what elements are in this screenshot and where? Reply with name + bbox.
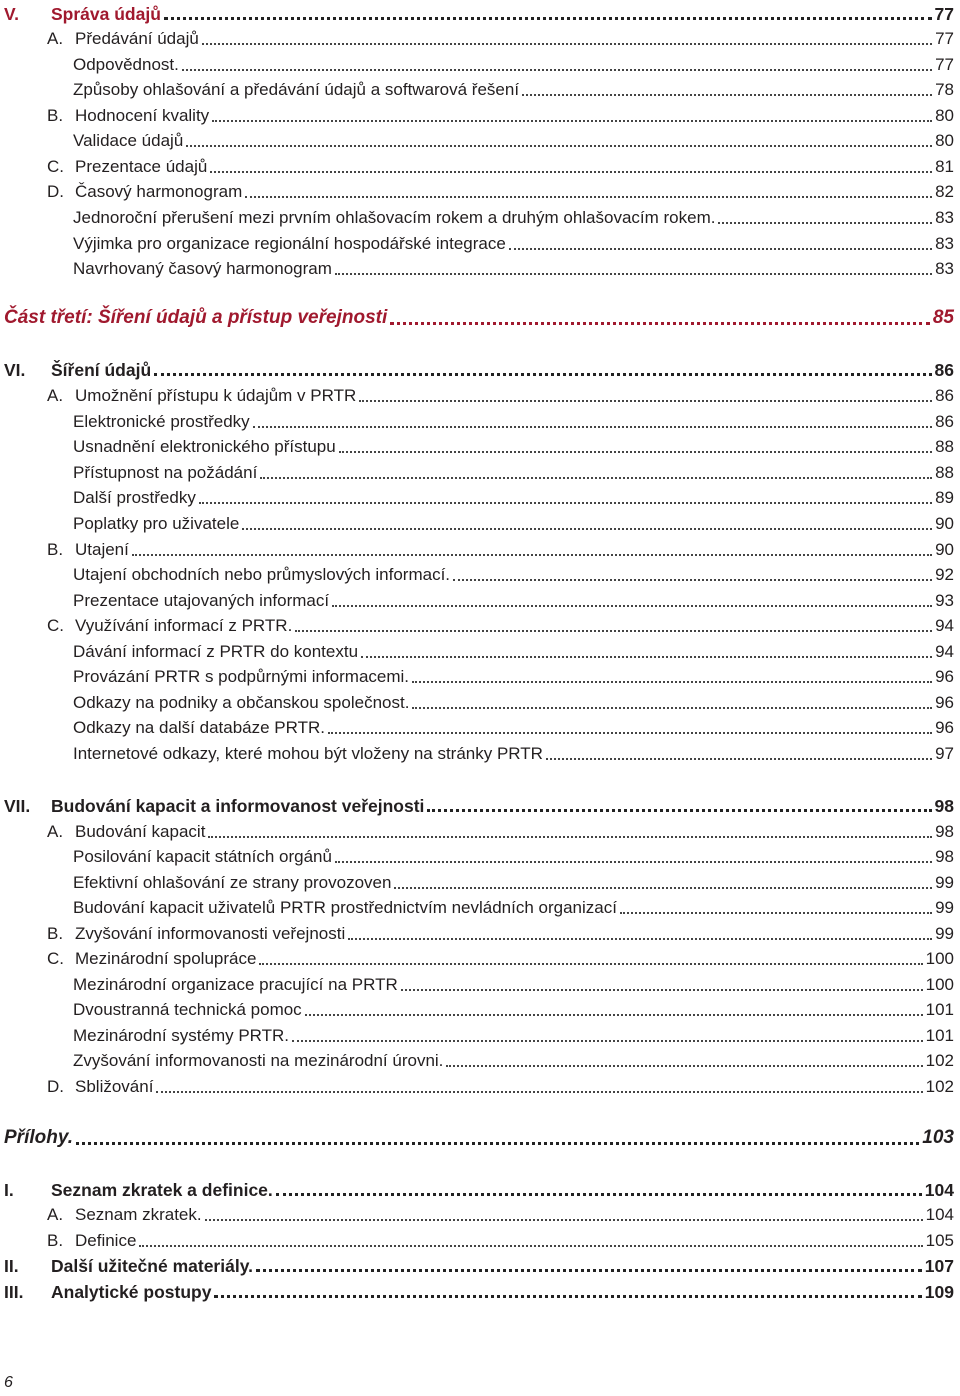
toc-entry-page: 104 <box>924 1180 954 1200</box>
toc-entry-page: 90 <box>935 540 954 559</box>
toc-entry-title: Provázání PRTR s podpůrnými informacemi. <box>73 667 410 686</box>
toc-entry[interactable] <box>0 1024 954 1048</box>
toc-entry[interactable] <box>0 512 954 536</box>
toc-entry[interactable] <box>0 896 954 920</box>
toc-entry-title: Prezentace údajů <box>75 157 208 176</box>
toc-entry-page: 86 <box>934 360 954 380</box>
toc-entry-title: Časový harmonogram <box>75 182 243 201</box>
toc-entry-title: Poplatky pro uživatele <box>73 514 240 533</box>
toc-entry-page: 83 <box>935 259 954 278</box>
toc-entry[interactable] <box>0 410 954 434</box>
dot-leader <box>186 145 932 147</box>
toc-entry[interactable] <box>0 257 954 281</box>
toc-entry-page: 83 <box>935 208 954 227</box>
dot-leader <box>208 836 932 838</box>
toc-entry[interactable] <box>0 1229 954 1253</box>
toc-entry-title: Odkazy na podniky a občanskou společnost. <box>73 693 410 712</box>
toc-entry-title: Mezinárodní spolupráce <box>75 949 257 968</box>
toc-entry-page: 92 <box>935 565 954 584</box>
toc-entry-page: 96 <box>935 667 954 686</box>
toc-entry-page: 102 <box>925 1051 954 1070</box>
toc-entry[interactable] <box>0 1126 954 1150</box>
toc-entry[interactable] <box>0 665 954 689</box>
dot-leader <box>164 17 932 20</box>
toc-entry-title: Sbližování <box>75 1077 154 1096</box>
toc-entry[interactable] <box>0 1178 954 1202</box>
toc-entry-number: D. <box>47 182 64 201</box>
toc-entry[interactable] <box>0 206 954 230</box>
dot-leader <box>332 605 932 607</box>
toc-entry[interactable] <box>0 691 954 715</box>
dot-leader <box>394 887 932 889</box>
dot-leader <box>401 989 923 991</box>
toc-entry-number: A. <box>47 29 64 48</box>
dot-leader <box>214 1295 921 1298</box>
toc-entry-page: 101 <box>925 1000 954 1019</box>
toc-entry[interactable] <box>0 742 954 766</box>
toc-entry-title: Odkazy na další databáze PRTR. <box>73 718 325 737</box>
toc-entry-number: II. <box>4 1256 19 1276</box>
toc-entry[interactable] <box>0 794 954 818</box>
dot-leader <box>245 196 932 198</box>
toc-entry[interactable] <box>0 1049 954 1073</box>
dot-leader <box>390 322 930 325</box>
toc-entry-number: VI. <box>4 360 26 380</box>
toc-entry-page: 103 <box>922 1127 954 1148</box>
toc-entry-page: 98 <box>935 822 954 841</box>
dot-leader <box>620 912 932 914</box>
toc-entry[interactable] <box>0 358 954 382</box>
toc-entry-title: Využívání informací z PRTR. <box>75 616 293 635</box>
toc-entry-title: Definice <box>75 1231 137 1250</box>
toc-entry-page: 107 <box>924 1256 954 1276</box>
toc-entry-title: Dávání informací z PRTR do kontextu <box>73 642 359 661</box>
toc-entry-page: 78 <box>935 80 954 99</box>
dot-leader <box>328 732 932 734</box>
toc-entry[interactable] <box>0 947 954 971</box>
toc-entry-page: 99 <box>935 924 954 943</box>
toc-entry[interactable] <box>0 435 954 459</box>
dot-leader <box>427 809 931 812</box>
toc-entry-title: Správa údajů <box>51 4 161 24</box>
toc-entry-number: V. <box>4 4 19 24</box>
dot-leader <box>76 1142 919 1145</box>
page-number: 6 <box>4 1374 13 1391</box>
toc-entry-page: 99 <box>935 898 954 917</box>
toc-entry-number: I. <box>4 1180 14 1200</box>
toc-entry[interactable] <box>0 461 954 485</box>
toc-entry-page: 99 <box>935 873 954 892</box>
toc-entry-page: 88 <box>935 437 954 456</box>
dot-leader <box>205 1219 923 1221</box>
toc-entry[interactable] <box>0 845 954 869</box>
toc-entry-page: 102 <box>925 1077 954 1096</box>
toc-entry[interactable] <box>0 27 954 51</box>
dot-leader <box>182 69 932 71</box>
toc-entry[interactable] <box>0 563 954 587</box>
dot-leader <box>718 222 932 224</box>
toc-entry-page: 77 <box>935 55 954 74</box>
toc-entry-number: D. <box>47 1077 64 1096</box>
toc-entry[interactable] <box>0 1203 954 1227</box>
toc-entry-title: Odpovědnost. <box>73 55 179 74</box>
dot-leader <box>256 1269 922 1272</box>
toc-entry-number: B. <box>47 1231 64 1250</box>
toc-entry[interactable] <box>0 104 954 128</box>
toc-entry-page: 98 <box>935 847 954 866</box>
toc-entry-page: 89 <box>935 488 954 507</box>
toc-entry-title: Navrhovaný časový harmonogram <box>73 259 332 278</box>
toc-entry-page: 96 <box>935 718 954 737</box>
toc-entry-page: 105 <box>925 1231 954 1250</box>
toc-entry-title: Další prostředky <box>73 488 196 507</box>
toc-entry-page: 98 <box>934 796 954 816</box>
toc-entry-number: B. <box>47 540 64 559</box>
toc-entry-page: 100 <box>925 949 954 968</box>
toc-entry[interactable] <box>0 640 954 664</box>
toc-entry-title: Mezinárodní systémy PRTR. <box>73 1026 290 1045</box>
toc-entry-number: C. <box>47 157 64 176</box>
dot-leader <box>295 630 932 632</box>
toc-entry[interactable] <box>0 922 954 946</box>
toc-entry[interactable] <box>0 716 954 740</box>
toc-entry[interactable] <box>0 78 954 102</box>
toc-entry-title: Efektivní ohlašování ze strany provozoven <box>73 873 392 892</box>
toc-entry-title: Internetové odkazy, které mohou být vloženy na stránky PRTR <box>73 744 543 763</box>
toc-entry[interactable] <box>0 129 954 153</box>
toc-entry[interactable] <box>0 486 954 510</box>
dot-leader <box>242 528 932 530</box>
toc-entry-title: Přílohy. <box>4 1127 73 1148</box>
toc-entry-title: Utajení <box>75 540 129 559</box>
dot-leader <box>522 94 932 96</box>
toc-entry[interactable] <box>0 589 954 613</box>
toc-entry-title: Část třetí: Šíření údajů a přístup veřejnosti <box>4 307 388 328</box>
toc-entry-title: Prezentace utajovaných informací <box>73 591 330 610</box>
toc-entry-page: 88 <box>935 463 954 482</box>
toc-entry[interactable] <box>0 538 954 562</box>
toc-entry-title: Usnadnění elektronického přístupu <box>73 437 336 456</box>
toc-entry-number: A. <box>47 1205 64 1224</box>
toc-entry-title: Posilování kapacit státních orgánů <box>73 847 332 866</box>
dot-leader <box>453 579 932 581</box>
toc-entry[interactable] <box>0 53 954 77</box>
toc-entry-page: 86 <box>935 386 954 405</box>
dot-leader <box>446 1065 922 1067</box>
toc-entry-number: C. <box>47 949 64 968</box>
dot-leader <box>156 1091 922 1093</box>
toc-entry[interactable] <box>0 1280 954 1304</box>
toc-entry[interactable] <box>0 1254 954 1278</box>
toc-entry-title: Elektronické prostředky <box>73 412 250 431</box>
toc-entry-title: Přístupnost na požádání <box>73 463 258 482</box>
toc-entry[interactable] <box>0 155 954 179</box>
toc-entry-page: 80 <box>935 106 954 125</box>
dot-leader <box>154 373 931 376</box>
toc-entry-page: 90 <box>935 514 954 533</box>
dot-leader <box>253 426 932 428</box>
toc-entry-number: B. <box>47 106 64 125</box>
toc-entry[interactable] <box>0 306 954 330</box>
toc-entry-title: Seznam zkratek a definice. <box>51 1180 273 1200</box>
toc-entry-page: 82 <box>935 182 954 201</box>
toc-entry[interactable] <box>0 614 954 638</box>
dot-leader <box>546 758 932 760</box>
dot-leader <box>259 963 922 965</box>
dot-leader <box>292 1040 923 1042</box>
toc-entry-number: A. <box>47 822 64 841</box>
dot-leader <box>412 707 932 709</box>
toc-entry[interactable] <box>0 232 954 256</box>
dot-leader <box>509 248 932 250</box>
dot-leader <box>132 554 932 556</box>
toc-entry-page: 80 <box>935 131 954 150</box>
toc-entry-title: Výjimka pro organizace regionální hospodářské integrace <box>73 234 506 253</box>
toc-entry-title: Zvyšování informovanosti veřejnosti <box>75 924 346 943</box>
toc-entry-number: VII. <box>4 796 31 816</box>
toc-entry[interactable] <box>0 1075 954 1099</box>
toc-entry-page: 97 <box>935 744 954 763</box>
dot-leader <box>361 656 932 658</box>
toc-entry-page: 77 <box>934 4 954 24</box>
toc-entry-title: Umožnění přístupu k údajům v PRTR <box>75 386 357 405</box>
toc-entry-page: 104 <box>925 1205 954 1224</box>
toc-entry-title: Budování kapacit <box>75 822 206 841</box>
dot-leader <box>212 120 932 122</box>
toc-entry-title: Šíření údajů <box>51 360 152 380</box>
toc-entry-page: 100 <box>925 975 954 994</box>
toc-entry-number: A. <box>47 386 64 405</box>
toc-entry-title: Budování kapacit uživatelů PRTR prostřednictvím nevládních organizací <box>73 898 617 917</box>
toc-entry-title: Způsoby ohlašování a předávání údajů a softwarová řešení <box>73 80 520 99</box>
toc-entry[interactable] <box>0 998 954 1022</box>
toc-entry-page: 94 <box>935 616 954 635</box>
toc-entry-title: Seznam zkratek. <box>75 1205 202 1224</box>
toc-entry-page: 109 <box>924 1282 954 1302</box>
toc-entry-title: Analytické postupy <box>51 1282 212 1302</box>
toc-entry[interactable] <box>0 2 954 26</box>
dot-leader <box>139 1245 922 1247</box>
dot-leader <box>335 273 932 275</box>
toc-entry-number: B. <box>47 924 64 943</box>
dot-leader <box>260 477 932 479</box>
dot-leader <box>335 861 932 863</box>
toc-entry-page: 77 <box>935 29 954 48</box>
toc-entry-page: 81 <box>935 157 954 176</box>
toc-entry-title: Zvyšování informovanosti na mezinárodní úrovni. <box>73 1051 444 1070</box>
toc-entry[interactable] <box>0 180 954 204</box>
toc-entry-page: 93 <box>935 591 954 610</box>
toc-entry-title: Validace údajů <box>73 131 184 150</box>
dot-leader <box>202 43 932 45</box>
toc-entry[interactable] <box>0 820 954 844</box>
dot-leader <box>339 451 932 453</box>
dot-leader <box>276 1193 922 1196</box>
toc-entry-page: 83 <box>935 234 954 253</box>
toc-entry[interactable] <box>0 871 954 895</box>
toc-entry-title: Předávání údajů <box>75 29 199 48</box>
toc-entry-title: Mezinárodní organizace pracující na PRTR <box>73 975 398 994</box>
dot-leader <box>348 938 932 940</box>
toc-entry-title: Jednoroční přerušení mezi prvním ohlašovacím rokem a druhým ohlašovacím rokem. <box>73 208 716 227</box>
toc-entry-page: 96 <box>935 693 954 712</box>
toc-entry-page: 101 <box>925 1026 954 1045</box>
toc-entry[interactable] <box>0 973 954 997</box>
toc-entry-title: Hodnocení kvality <box>75 106 210 125</box>
toc-entry-number: III. <box>4 1282 24 1302</box>
toc-entry-title: Utajení obchodních nebo průmyslových informací. <box>73 565 451 584</box>
toc-entry-title: Dvoustranná technická pomoc <box>73 1000 302 1019</box>
toc-entry-title: Další užitečné materiály. <box>51 1256 253 1276</box>
toc-entry-title: Budování kapacit a informovanost veřejnosti <box>51 796 425 816</box>
dot-leader <box>412 681 932 683</box>
toc-entry-page: 85 <box>932 307 954 328</box>
dot-leader <box>305 1014 923 1016</box>
dot-leader <box>210 171 932 173</box>
toc-entry-page: 94 <box>935 642 954 661</box>
dot-leader <box>359 400 932 402</box>
dot-leader <box>199 502 932 504</box>
toc-entry[interactable] <box>0 384 954 408</box>
toc-entry-number: C. <box>47 616 64 635</box>
toc-entry-page: 86 <box>935 412 954 431</box>
